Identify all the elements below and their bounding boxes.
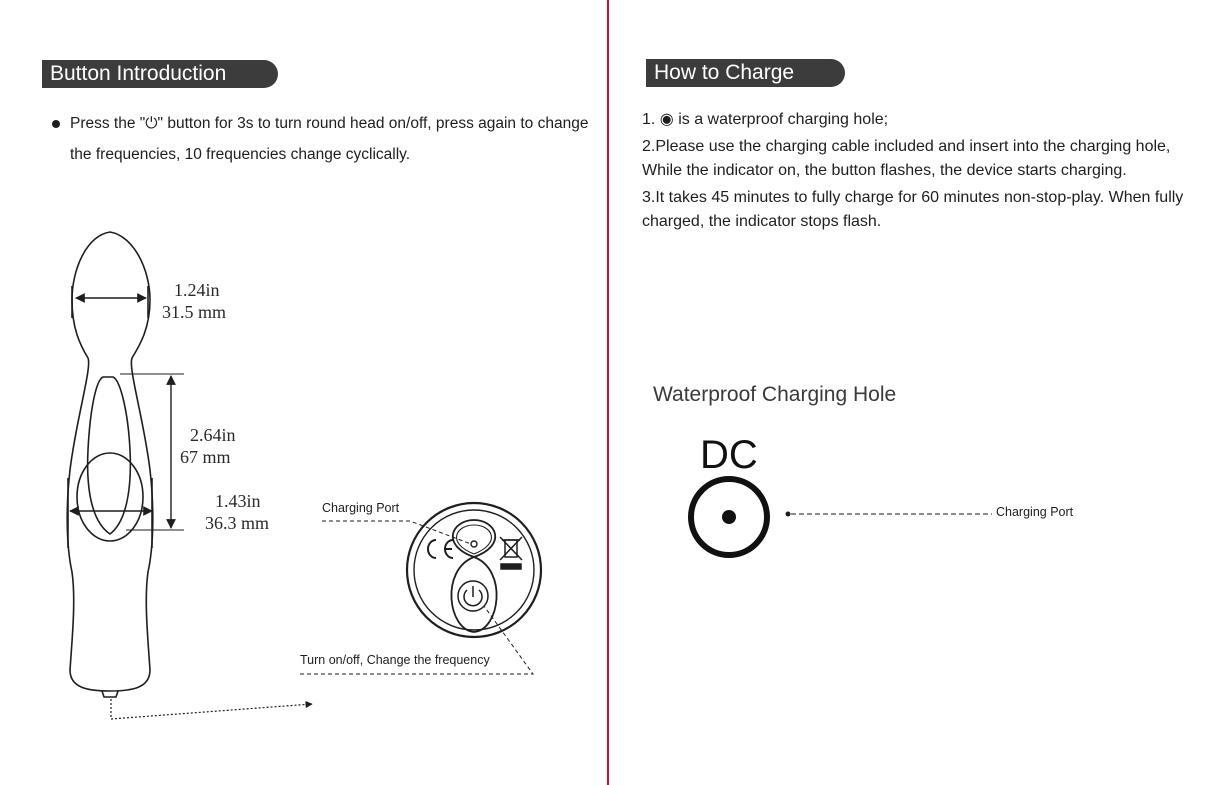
weee-bin-icon <box>500 537 522 569</box>
dim-length-mm: 67 mm <box>180 447 231 467</box>
dim-top-width-in: 1.24in <box>174 280 220 300</box>
dc-label: DC <box>700 433 758 477</box>
dim-label-top-width <box>162 279 226 323</box>
round-head-closeup <box>407 503 541 637</box>
dim-top-width-mm: 31.5 mm <box>162 302 227 322</box>
step-3: 3.It takes 45 minutes to fully charge for 60 minutes non-stop-play. When fully charged, the indicator stops flash. <box>642 189 1184 230</box>
step-2: 2.Please use the charging cable included and insert into the charging hole, While the indicator on, the button flashes, the device starts charging. <box>642 138 1171 179</box>
step-1: 1. ◉ is a waterproof charging hole; <box>642 111 889 128</box>
waterproof-hole-heading: Waterproof Charging Hole <box>653 383 897 406</box>
dim-length-in: 2.64in <box>190 425 236 445</box>
callout-button: Turn on/off, Change the frequency <box>300 653 490 667</box>
dim-mid-width-mm: 36.3 mm <box>205 513 270 533</box>
bottom-pointer-line <box>111 699 312 719</box>
dim-mid-width-in: 1.43in <box>215 491 261 511</box>
charging-steps <box>642 108 1202 234</box>
dim-label-length <box>180 424 236 468</box>
callout-charging-port-left: Charging Port <box>322 501 400 515</box>
ce-mark-icon <box>428 540 436 558</box>
charging-hole-icon <box>471 541 477 547</box>
section-title-how-to-charge: How to Charge <box>646 59 845 87</box>
device-outline <box>67 232 153 697</box>
instruction-text: Press the "⏻" button for 3s to turn round head on/off, press again to change the frequencies, 10 frequencies change cyclically. <box>70 115 589 163</box>
callout-charging-port-right: Charging Port <box>996 505 1074 519</box>
dim-label-mid-width <box>205 490 269 534</box>
section-title-button-introduction: Button Introduction <box>42 60 278 88</box>
